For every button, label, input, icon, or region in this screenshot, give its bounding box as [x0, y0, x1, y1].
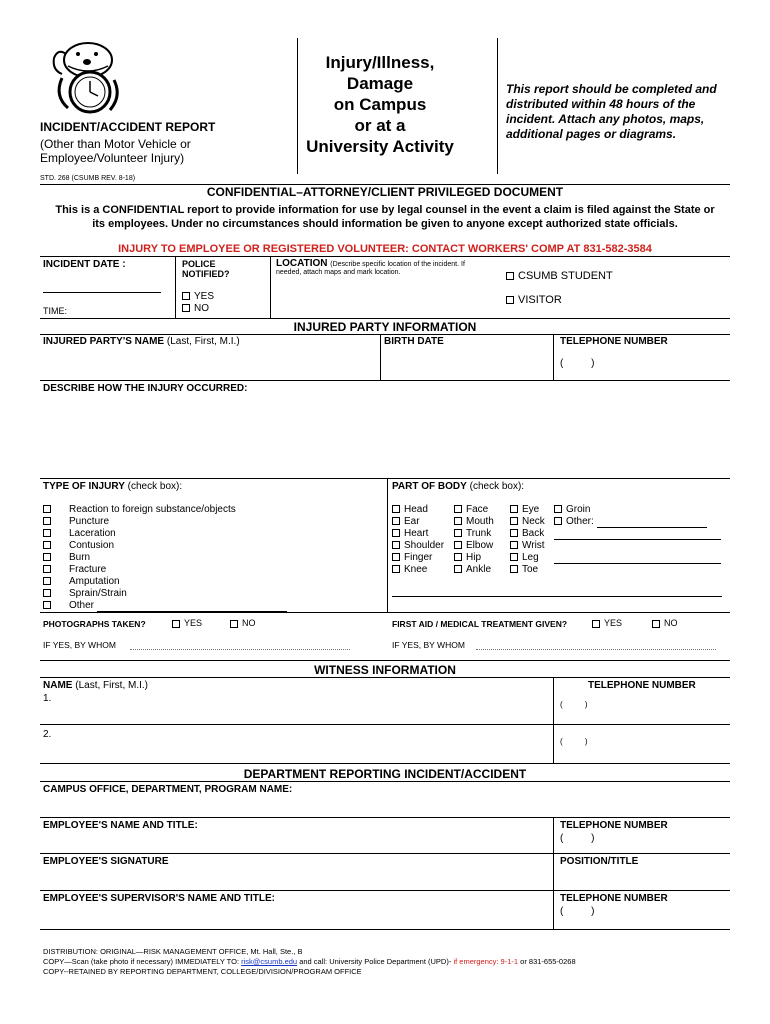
checkbox-icon[interactable]	[652, 620, 660, 628]
body-notes-line[interactable]	[392, 588, 722, 597]
incident-date-field[interactable]	[43, 280, 161, 293]
list-item[interactable]: Back	[510, 528, 545, 540]
checkbox-icon[interactable]	[43, 553, 51, 561]
checkbox-icon[interactable]	[392, 541, 400, 549]
employee-signature-label: EMPLOYEE'S SIGNATURE	[43, 856, 169, 867]
department-section-title: DEPARTMENT REPORTING INCIDENT/ACCIDENT	[243, 767, 527, 781]
list-item[interactable]: Reaction to foreign substance/objects	[43, 504, 287, 516]
describe-injury-label: DESCRIBE HOW THE INJURY OCCURRED:	[43, 383, 248, 394]
first-aid-by-whom-field[interactable]	[476, 639, 716, 650]
list-item[interactable]: Sprain/Strain	[43, 588, 287, 600]
list-item[interactable]: Other:	[554, 516, 721, 528]
confidential-body: This is a CONFIDENTIAL report to provide information for use by legal counsel in the event a claim is filed against the State or its employees. Under no circumstances should information be given to anyone except authorized state officials.	[55, 204, 715, 230]
checkbox-icon[interactable]	[510, 541, 518, 549]
checkbox-icon[interactable]	[454, 565, 462, 573]
first-aid-no[interactable]: NO	[652, 618, 678, 628]
body-col-1	[392, 504, 444, 576]
checkbox-icon[interactable]	[43, 601, 51, 609]
workers-comp-notice: INJURY TO EMPLOYEE OR REGISTERED VOLUNTEER: CONTACT WORKERS' COMP AT 831-582-3584	[118, 243, 652, 255]
injured-party-section-title: INJURED PARTY INFORMATION	[293, 320, 477, 334]
instructions-text: This report should be completed and distributed within 48 hours of the incident. Attach any photos, maps, additional pages or diagrams.	[506, 82, 717, 141]
checkbox-icon[interactable]	[510, 553, 518, 561]
location-label: LOCATION (Describe specific location of the incident. If	[276, 258, 465, 269]
list-item[interactable]: Head	[392, 504, 444, 516]
police-label-1: POLICE	[182, 259, 216, 269]
list-item[interactable]: Amputation	[43, 576, 287, 588]
employee-name-label: EMPLOYEE'S NAME AND TITLE:	[43, 820, 198, 831]
checkbox-icon[interactable]	[43, 565, 51, 573]
injury-type-list	[43, 504, 287, 612]
list-item[interactable]: Heart	[392, 528, 444, 540]
list-item[interactable]: Puncture	[43, 516, 287, 528]
checkbox-icon[interactable]	[454, 517, 462, 525]
list-item[interactable]: Elbow	[454, 540, 494, 552]
police-no[interactable]: NO	[182, 303, 209, 314]
injured-name-label: INJURED PARTY'S NAME (Last, First, M.I.)	[43, 336, 240, 347]
list-item[interactable]: Ear	[392, 516, 444, 528]
checkbox-icon[interactable]	[182, 292, 190, 300]
checkbox-icon[interactable]	[43, 577, 51, 585]
witness-name-label: NAME (Last, First, M.I.)	[43, 680, 149, 691]
checkbox-icon[interactable]	[392, 505, 400, 513]
std-form-number: STD. 268 (CSUMB REV. 8-18)	[40, 175, 136, 182]
checkbox-icon[interactable]	[454, 553, 462, 561]
witness-2-phone[interactable]: ( )	[560, 737, 588, 746]
employee-phone-label: TELEPHONE NUMBER	[560, 820, 668, 831]
body-part-label: PART OF BODY (check box):	[392, 481, 525, 492]
checkbox-icon[interactable]	[43, 589, 51, 597]
checkbox-icon[interactable]	[454, 541, 462, 549]
witness-phone-label: TELEPHONE NUMBER	[588, 680, 696, 691]
first-aid-by-whom-label: IF YES, BY WHOM	[392, 640, 465, 650]
report-subtitle-1: (Other than Motor Vehicle or	[40, 137, 191, 151]
checkbox-icon[interactable]	[592, 620, 600, 628]
birth-date-label: BIRTH DATE	[384, 336, 444, 347]
list-item[interactable]: Other	[43, 600, 287, 612]
confidential-title: CONFIDENTIAL–ATTORNEY/CLIENT PRIVILEGED DOCUMENT	[206, 185, 564, 199]
checkbox-icon[interactable]	[510, 505, 518, 513]
checkbox-icon[interactable]	[43, 517, 51, 525]
witness-1-phone[interactable]: ( )	[560, 700, 588, 709]
distribution-footer: DISTRIBUTION: ORIGINAL—RISK MANAGEMENT OFFICE, Mt. Hall, Ste., B COPY—Scan (take photo if necessary) IMMEDIATELY TO: risk@csumb.edu and call: University Police Department (UPD)- if emergency: 9-1-1 or 831-655-0268 COPY--RETAINED BY REPORTING DEPARTMENT, COLLEGE/DIVISION/PROGRAM OFFICE	[43, 947, 576, 976]
body-col-3	[510, 504, 545, 576]
checkbox-icon[interactable]	[392, 553, 400, 561]
list-item[interactable]: Trunk	[454, 528, 494, 540]
checkbox-icon[interactable]	[182, 304, 190, 312]
first-aid-label: FIRST AID / MEDICAL TREATMENT GIVEN?	[392, 619, 568, 629]
list-item[interactable]: Neck	[510, 516, 545, 528]
photos-label: PHOTOGRAPHS TAKEN?	[43, 619, 146, 629]
other-body-line[interactable]	[554, 553, 721, 564]
list-item[interactable]: Ankle	[454, 564, 494, 576]
checkbox-icon[interactable]	[43, 505, 51, 513]
checkbox-icon[interactable]	[392, 529, 400, 537]
checkbox-icon[interactable]	[510, 517, 518, 525]
police-label-2: NOTIFIED?	[182, 269, 230, 279]
checkbox-icon[interactable]	[43, 529, 51, 537]
checkbox-icon[interactable]	[554, 517, 562, 525]
police-yes[interactable]: YES	[182, 291, 214, 302]
checkbox-icon[interactable]	[510, 529, 518, 537]
campus-office-label: CAMPUS OFFICE, DEPARTMENT, PROGRAM NAME:	[43, 784, 293, 795]
list-item[interactable]: Shoulder	[392, 540, 444, 552]
body-col-4	[554, 504, 721, 564]
first-aid-yes[interactable]: YES	[592, 618, 622, 628]
body-col-2	[454, 504, 494, 576]
csumb-student-option[interactable]: CSUMB STUDENT	[506, 270, 613, 282]
email-link[interactable]: risk@csumb.edu	[241, 957, 298, 966]
list-item[interactable]: Eye	[510, 504, 545, 516]
list-item[interactable]: Leg	[510, 552, 545, 564]
checkbox-icon[interactable]	[172, 620, 180, 628]
checkbox-icon[interactable]	[554, 505, 562, 513]
checkbox-icon[interactable]	[392, 517, 400, 525]
time-label: TIME:	[43, 306, 67, 316]
employee-phone-field[interactable]: ( )	[560, 833, 595, 844]
checkbox-icon[interactable]	[454, 529, 462, 537]
witness-section-title: WITNESS INFORMATION	[314, 663, 456, 677]
location-note: needed, attach maps and mark location.	[276, 269, 401, 276]
checkbox-icon[interactable]	[506, 272, 514, 280]
injured-phone-label: TELEPHONE NUMBER	[560, 336, 668, 347]
injury-type-label: TYPE OF INJURY (check box):	[43, 481, 183, 492]
list-item[interactable]: Hip	[454, 552, 494, 564]
list-item[interactable]: Laceration	[43, 528, 287, 540]
list-item[interactable]: Mouth	[454, 516, 494, 528]
list-item[interactable]: Burn	[43, 552, 287, 564]
witness-2-number: 2.	[43, 729, 52, 740]
supervisor-phone-field[interactable]: ( )	[560, 906, 595, 917]
list-item[interactable]: Toe	[510, 564, 545, 576]
position-title-label: POSITION/TITLE	[560, 856, 639, 867]
photos-no[interactable]: NO	[230, 618, 256, 628]
list-item[interactable]: Face	[454, 504, 494, 516]
report-title: INCIDENT/ACCIDENT REPORT	[40, 120, 216, 134]
incident-date-label: INCIDENT DATE :	[43, 259, 126, 270]
checkbox-icon[interactable]	[506, 296, 514, 304]
otter-clock-logo	[48, 40, 123, 118]
supervisor-label: EMPLOYEE'S SUPERVISOR'S NAME AND TITLE:	[43, 893, 276, 904]
list-item[interactable]: Wrist	[510, 540, 545, 552]
injured-phone-field[interactable]: ( )	[560, 358, 595, 369]
supervisor-phone-label: TELEPHONE NUMBER	[560, 893, 668, 904]
photos-by-whom-label: IF YES, BY WHOM	[43, 640, 116, 650]
photos-by-whom-field[interactable]	[130, 639, 350, 650]
list-item[interactable]: Knee	[392, 564, 444, 576]
list-item[interactable]: Finger	[392, 552, 444, 564]
list-item[interactable]: Contusion	[43, 540, 287, 552]
other-body-field[interactable]	[597, 517, 707, 528]
center-title: Injury/Illness, Damage on Campus or at a University Activity	[306, 53, 454, 156]
other-body-line[interactable]	[554, 529, 721, 540]
checkbox-icon[interactable]	[454, 505, 462, 513]
checkbox-icon[interactable]	[230, 620, 238, 628]
other-injury-field[interactable]	[97, 601, 287, 612]
checkbox-icon[interactable]	[510, 565, 518, 573]
witness-1-number: 1.	[43, 693, 52, 704]
visitor-option[interactable]: VISITOR	[506, 294, 562, 306]
checkbox-icon[interactable]	[392, 565, 400, 573]
list-item[interactable]: Groin	[554, 504, 721, 516]
photos-yes[interactable]: YES	[172, 618, 202, 628]
report-subtitle-2: Employee/Volunteer Injury)	[40, 151, 185, 165]
checkbox-icon[interactable]	[43, 541, 51, 549]
list-item[interactable]: Fracture	[43, 564, 287, 576]
